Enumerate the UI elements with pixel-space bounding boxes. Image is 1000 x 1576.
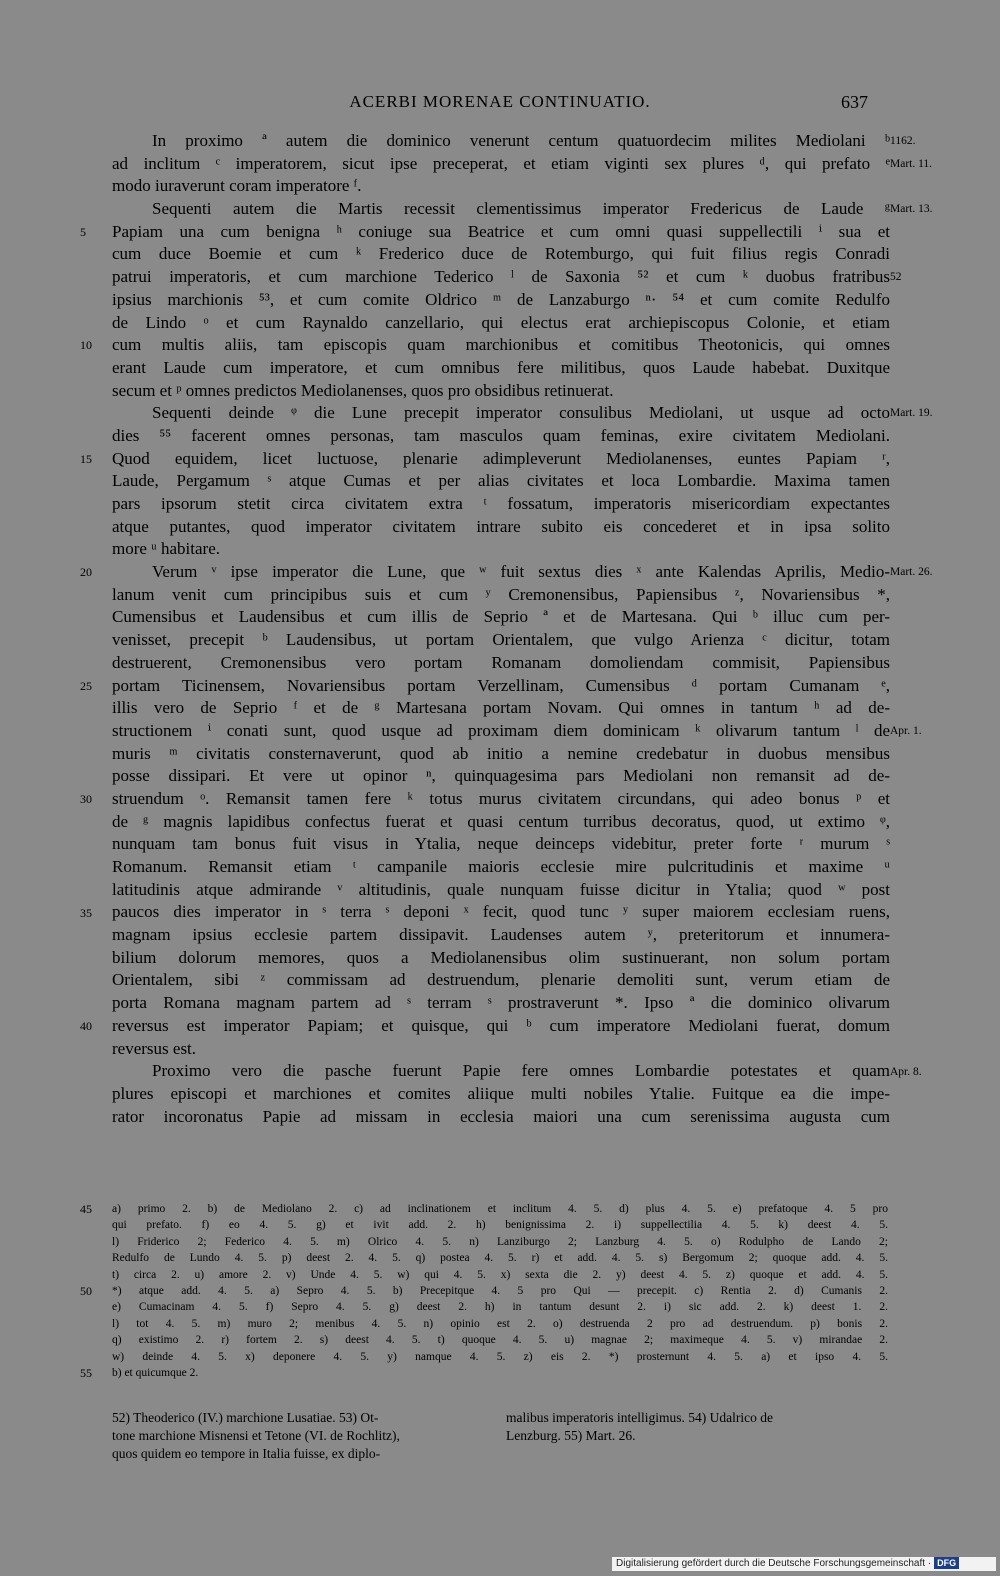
digitization-credit	[612, 1557, 996, 1571]
critical-apparatus	[112, 1201, 888, 1381]
apparatus-line: b) et quicumque 2.	[112, 1366, 199, 1379]
editor-note-row	[112, 1409, 888, 1427]
text-line: destruerent, Cremonensibus vero portam Romanam domoliendam commisit, Papiensibus	[112, 652, 890, 672]
margin-date: Mart. 11.	[890, 157, 933, 170]
apparatus-line: a) primo 2. b) de Mediolano 2. c) ad inclinationem et inclitum 4. 5. d) plus 4. 5. e) prefatoque 4. 5 pro	[112, 1203, 888, 1215]
text-line: magnam ipsius ecclesie partem dissipavit. Laudenses autem ʸ, preteritorum et innumera-	[112, 925, 890, 945]
text-line: erant Laude cum imperatore, et cum omnibus fere militibus, quos Laude habebat. Duxitque	[112, 357, 890, 377]
text-line: secum et ᵖ omnes predictos Mediolanenses, quos pro obsidibus retinuerat.	[112, 380, 614, 400]
line-number: 45	[80, 1202, 92, 1216]
text-line: patrui imperatoris, et cum marchione Tederico ˡ de Saxonia ⁵² et cum ᵏ duobus fratribus	[112, 267, 890, 287]
text-line: ad inclitum ᶜ imperatorem, sicut ipse preceperat, et etiam viginti sex plures ᵈ, qui prefato ᵉ	[112, 153, 890, 173]
text-line: Sequenti deinde ᵠ die Lune precepit imperator consulibus Mediolani, ut usque ad octo	[152, 403, 890, 423]
text-line: latitudinis atque admirande ᵛ altitudinis, quale nunquam fuisse dicitur in Ytalia; quod ʷ post	[112, 879, 890, 899]
text-line: struendum ᵒ. Remansit tamen fere ᵏ totus murus civitatem circundans, qui adeo bonus ᵖ et	[112, 788, 890, 808]
text-line: Laude, Pergamum ˢ atque Cumas et per alias civitates et loca Lombardie. Maxima tamen	[112, 471, 890, 491]
margin-date: 52	[890, 271, 902, 284]
text-line: modo iuraverunt coram imperatore ᶠ.	[112, 176, 362, 196]
editor-notes	[112, 1409, 888, 1463]
text-line: pars ipsorum stetit circa civitatem extra ᵗ fossatum, imperatoris misericordiam expectantes	[112, 494, 890, 513]
apparatus-line: Redulfo de Lundo 4. 5. p) deest 2. 4. 5. q) postea 4. 5. r) et add. 4. 5. s) Bergomum 2; quoque add. 4. 5.	[112, 1252, 888, 1265]
text-line: rator incoronatus Papie ad missam in ecclesia maiori una cum serenissima augusta cum	[112, 1106, 890, 1126]
text-line: Quod equidem, licet luctuose, plenarie adimpleverunt Mediolanenses, euntes Papiam ʳ,	[112, 448, 890, 468]
text-line: Cumensibus et Laudensibus et cum illis de Seprio ª et de Martesana. Qui ᵇ illuc cum per-	[112, 607, 890, 627]
text-line: lanum venit cum principibus suis et cum ʸ Cremonensibus, Papiensibus ᶻ, Novariensibus *,	[112, 584, 890, 604]
text-line: posse dissipari. Et vere ut opinor ⁿ, quinquagesima pars Mediolani non remansit ad de-	[112, 766, 890, 786]
credit-text: Digitalisierung gefördert durch die Deutsche Forschungsgemeinschaft ·	[616, 1558, 932, 1569]
editor-note-left: quos quidem eo tempore in Italia fuisse, ex diplo-	[112, 1446, 381, 1461]
text-line: bilium dolorum memores, quos a Mediolanensibus olim sustinuerant, non solum portam	[112, 947, 890, 967]
editor-note-row	[112, 1427, 888, 1445]
text-line: Papiam una cum benigna ʰ coniuge sua Beatrice et cum omni quasi suppellectili ⁱ sua et	[112, 221, 890, 241]
text-line: venisset, precepit ᵇ Laudensibus, ut portam Orientalem, que vulgo Arienza ᶜ dicitur, totam	[112, 630, 890, 650]
margin-date: Mart. 13.	[890, 203, 933, 216]
text-line: ipsius marchionis ⁵³, et cum comite Oldrico ᵐ de Lanzaburgo ⁿ· ⁵⁴ et cum comite Redulfo	[112, 289, 890, 309]
running-head-title: ACERBI MORENAE CONTINUATIO.	[349, 92, 651, 111]
text-line: reversus est imperator Papiam; et quisque, qui ᵇ cum imperatore Mediolani fuerat, domum	[112, 1015, 890, 1035]
text-line: reversus est.	[112, 1038, 197, 1058]
line-number: 50	[80, 1284, 92, 1298]
apparatus-line: qui prefato. f) eo 4. 5. g) et ivit add. 2. h) benignissima 2. i) suppellectilia 4. 5. k) deest 4. 5.	[112, 1219, 888, 1232]
text-line: cum multis aliis, tam episcopis quam marchionibus et comitibus Theotonicis, qui omnes	[112, 335, 890, 355]
main-text	[112, 130, 890, 1128]
text-line: de Lindo ᵒ et cum Raynaldo canzellario, qui electus erat archiepiscopus Colonie, et etiam	[112, 312, 890, 332]
editor-note-left: 52) Theoderico (IV.) marchione Lusatiae. 53) Ot-	[112, 1410, 379, 1425]
apparatus-line: q) existimo 2. r) fortem 2. s) deest 4. 5. t) quoque 4. 5. u) magnae 2; maximeque 4. 5. v) mirandae 2.	[112, 1334, 888, 1347]
text-line: Proximo vero die pasche fuerunt Papie fere omnes Lombardie potestates et quam	[152, 1061, 890, 1081]
text-line: portam Ticinensem, Novariensibus portam Verzellinam, Cumensibus ᵈ portam Cumanam ᵉ,	[112, 675, 890, 695]
editor-note-row	[112, 1445, 888, 1463]
text-line: In proximo ª autem die dominico venerunt centum quatuordecim milites Mediolani ᵇ	[152, 131, 890, 150]
page-number: 637	[841, 92, 868, 112]
line-number: 25	[80, 678, 92, 693]
editor-note-right: malibus imperatoris intelligimus. 54) Udalrico de	[506, 1410, 773, 1425]
line-number: 30	[80, 792, 92, 807]
margin-date: 1162.	[890, 135, 916, 147]
margin-date: Apr. 8.	[890, 1065, 922, 1078]
margin-date: Mart. 26.	[890, 566, 933, 579]
editor-note-left: tone marchione Misnensi et Tetone (VI. de Rochlitz),	[112, 1428, 400, 1443]
apparatus-line: *) atque add. 4. 5. a) Sepro 4. 5. b) Precepitque 4. 5 pro Qui — precepit. c) Rentia 2. d) Cumanis 2.	[112, 1284, 888, 1297]
editor-note-right: Lenzburg. 55) Mart. 26.	[506, 1428, 636, 1443]
margin-date: Mart. 19.	[890, 407, 933, 420]
line-number: 5	[80, 224, 86, 239]
line-number: 10	[80, 338, 92, 353]
text-line: plures episcopi et marchiones et comites aliique multi nobiles Ytalie. Fuitque ea die impe-	[112, 1083, 890, 1103]
text-line: Verum ᵛ ipse imperator die Lune, que ʷ fuit sextus dies ˣ ante Kalendas Aprilis, Medio-	[152, 562, 890, 582]
line-number: 15	[80, 451, 92, 466]
text-line: structionem ⁱ conati sunt, quod usque ad proximam diem dominicam ᵏ olivarum tantum ˡ de	[112, 720, 890, 740]
line-number: 55	[80, 1366, 92, 1380]
apparatus-line: w) deinde 4. 5. x) deponere 4. 5. y) namque 4. 5. z) eis 2. *) prosternunt 4. 5. a) et ipso 4. 5.	[112, 1350, 888, 1363]
line-number: 20	[80, 565, 92, 580]
margin-date: Apr. 1.	[890, 725, 922, 738]
text-line: Orientalem, sibi ᶻ commissam ad destruendum, plenarie demoliti sunt, verum etiam de	[112, 970, 890, 990]
text-line: Romanum. Remansit etiam ᵗ campanile maioris ecclesie mire pulcritudinis et maxime ᵘ	[112, 857, 890, 876]
text-line: nunquam tam bonus fuit visus in Ytalia, neque deinceps videbitur, preter forte ʳ murum ˢ	[112, 834, 890, 854]
apparatus-line: l) Friderico 2; Federico 4. 5. m) Olrico 4. 5. n) Lanziburgo 2; Lanzburg 4. 5. o) Rodulpho de Lando 2;	[112, 1235, 888, 1248]
text-line: atque putantes, quod imperator civitatem intrare subito eis concederet et in ipsa solito	[112, 516, 890, 536]
line-number: 40	[80, 1019, 92, 1034]
text-line: dies ⁵⁵ facerent omnes personas, tam masculos quam feminas, exire civitatem Mediolani.	[112, 425, 890, 445]
line-number: 35	[80, 905, 92, 920]
apparatus-line: l) tot 4. 5. m) muro 2; menibus 4. 5. n) opinio est 2. o) destruenda 2 pro ad destruendum. p) bonis 2.	[112, 1317, 888, 1330]
text-line: illis vero de Seprio ᶠ et de ᵍ Martesana portam Novam. Qui omnes in tantum ʰ ad de-	[112, 698, 890, 718]
apparatus-line: e) Cumacinam 4. 5. f) Sepro 4. 5. g) deest 2. h) in tantum desunt 2. i) sic add. 2. k) deest 1. 2.	[112, 1301, 888, 1314]
text-line: more ᵘ habitare.	[112, 539, 220, 559]
text-line: muris ᵐ civitatis consternaverunt, quod ab initio a nemine credebatur in duobus mensibus	[112, 743, 890, 763]
text-line: paucos dies imperator in ˢ terra ˢ deponi ˣ fecit, quod tunc ʸ super maiorem ecclesiam ruens,	[112, 902, 890, 922]
text-line: Sequenti autem die Martis recessit clementissimus imperator Fredericus de Laude ᵍ	[152, 199, 890, 219]
text-line: cum duce Boemie et cum ᵏ Frederico duce de Rotemburgo, qui fuit filius regis Conradi	[112, 244, 890, 264]
text-line: de ᵍ magnis lapidibus confectus fuerat et quasi centum turribus decoratus, quod, ut extimo ᵠ,	[112, 811, 890, 831]
text-line: porta Romana magnam partem ad ˢ terram ˢ prostraverunt *. Ipso ª die dominico olivarum	[112, 993, 890, 1013]
apparatus-line: t) circa 2. u) amore 2. v) Unde 4. 5. w) qui 4. 5. x) sexta die 2. y) deest 4. 5. z) quoque et add. 4. 5.	[112, 1268, 888, 1281]
dfg-logo: DFG	[934, 1557, 959, 1569]
